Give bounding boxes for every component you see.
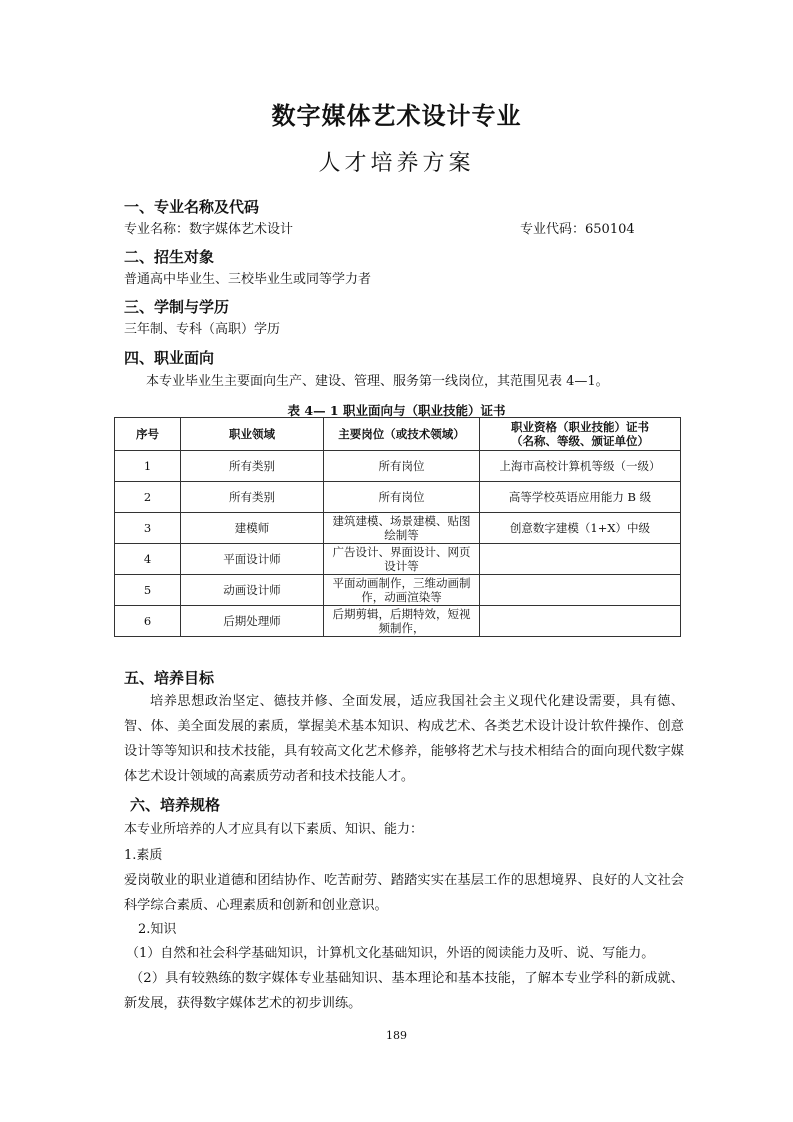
cell-index: 5 (115, 575, 181, 606)
cell-position: 建筑建模、场景建模、贴图绘制等 (324, 513, 480, 544)
page-title: 数字媒体艺术设计专业 (271, 102, 522, 130)
objectives-text: 培养思想政治坚定、德技并修、全面发展，适应我国社会主义现代化建设需要，具有德、智、体、美全面发展的素质，掌握美术基本知识、构成艺术、各类艺术设计设计软件操作、创意设计等等知识和技术技能，具有较高文化艺术修养，能够将艺术与技术相结合的面向现代数字媒体艺术设计领域的高素质劳动者和技术技能人才。 (124, 694, 684, 784)
table-row (115, 606, 681, 637)
section-heading-major-code: 一、专业名称及代码 (124, 198, 260, 216)
cell-field: 所有类别 (181, 482, 324, 513)
career-intro-text: 本专业毕业生主要面向生产、建设、管理、服务第一线岗位，其范围见表 4—1。 (146, 374, 609, 389)
cell-position: 后期剪辑，后期特效，短视频制作， (324, 606, 480, 637)
section-heading-enrollment: 二、招生对象 (124, 248, 215, 266)
cell-position: 平面动画制作，三维动画制作，动画渲染等 (324, 575, 480, 606)
header-certificate-line1: 职业资格（职业技能）证书 (511, 420, 649, 434)
cell-certificate (480, 606, 681, 637)
cell-position: 所有岗位 (324, 451, 480, 482)
cell-index: 1 (115, 451, 181, 482)
schooling-text: 三年制、专科（高职）学历 (124, 322, 281, 337)
knowledge-item-1: （1）自然和社会科学基础知识，计算机文化基础知识，外语的阅读能力及听、说、写能力。 (126, 946, 655, 961)
section-heading-career: 四、职业面向 (124, 349, 215, 367)
quality-text: 爱岗敬业的职业道德和团结协作、吃苦耐劳、踏踏实实在基层工作的思想境界、良好的人文社会科学综合素质、心理素质和创新和创业意识。 (124, 873, 684, 913)
cell-index: 6 (115, 606, 181, 637)
section-heading-objectives: 五、培养目标 (124, 669, 215, 687)
cell-index: 3 (115, 513, 181, 544)
cell-certificate: 创意数字建模（1+X）中级 (480, 513, 681, 544)
table-row (115, 482, 681, 513)
table-header-row (115, 418, 681, 451)
knowledge-subtitle: 2.知识 (138, 922, 177, 937)
cell-field: 平面设计师 (181, 544, 324, 575)
cell-certificate: 上海市高校计算机等级（一级） (480, 451, 681, 482)
quality-subtitle: 1.素质 (124, 848, 163, 863)
knowledge-item-2: （2）具有较熟练的数字媒体专业基础知识、基本理论和基本技能，了解本专业学科的新成就、新发展，获得数字媒体艺术的初步训练。 (124, 971, 684, 1011)
career-table (114, 417, 681, 637)
section-heading-specifications: 六、培养规格 (130, 796, 221, 814)
table-row (115, 513, 681, 544)
header-certificate (480, 418, 681, 451)
header-field: 职业领域 (181, 418, 324, 451)
header-certificate-line2: （名称、等级、颁证单位） (511, 434, 649, 448)
cell-position: 所有岗位 (324, 482, 480, 513)
major-name-line: 专业名称：数字媒体艺术设计 (124, 222, 294, 237)
table-row (115, 575, 681, 606)
page-number: 189 (386, 1029, 407, 1042)
cell-field: 后期处理师 (181, 606, 324, 637)
header-index: 序号 (115, 418, 181, 451)
table-caption: 表 4— 1 职业面向与（职业技能）证书 (287, 403, 506, 418)
enrollment-text: 普通高中毕业生、三校毕业生或同等学力者 (124, 272, 372, 287)
section-heading-schooling: 三、学制与学历 (124, 298, 230, 316)
cell-certificate (480, 575, 681, 606)
table-row (115, 451, 681, 482)
specifications-intro: 本专业所培养的人才应具有以下素质、知识、能力： (124, 822, 424, 837)
cell-field: 建模师 (181, 513, 324, 544)
major-code-line: 专业代码：650104 (520, 222, 635, 237)
cell-field: 动画设计师 (181, 575, 324, 606)
cell-index: 2 (115, 482, 181, 513)
cell-index: 4 (115, 544, 181, 575)
cell-field: 所有类别 (181, 451, 324, 482)
header-position: 主要岗位（或技术领域） (324, 418, 480, 451)
cell-certificate (480, 544, 681, 575)
cell-position: 广告设计、界面设计、网页设计等 (324, 544, 480, 575)
page-subtitle: 人才培养方案 (318, 151, 475, 176)
table-row (115, 544, 681, 575)
cell-certificate: 高等学校英语应用能力 B 级 (480, 482, 681, 513)
